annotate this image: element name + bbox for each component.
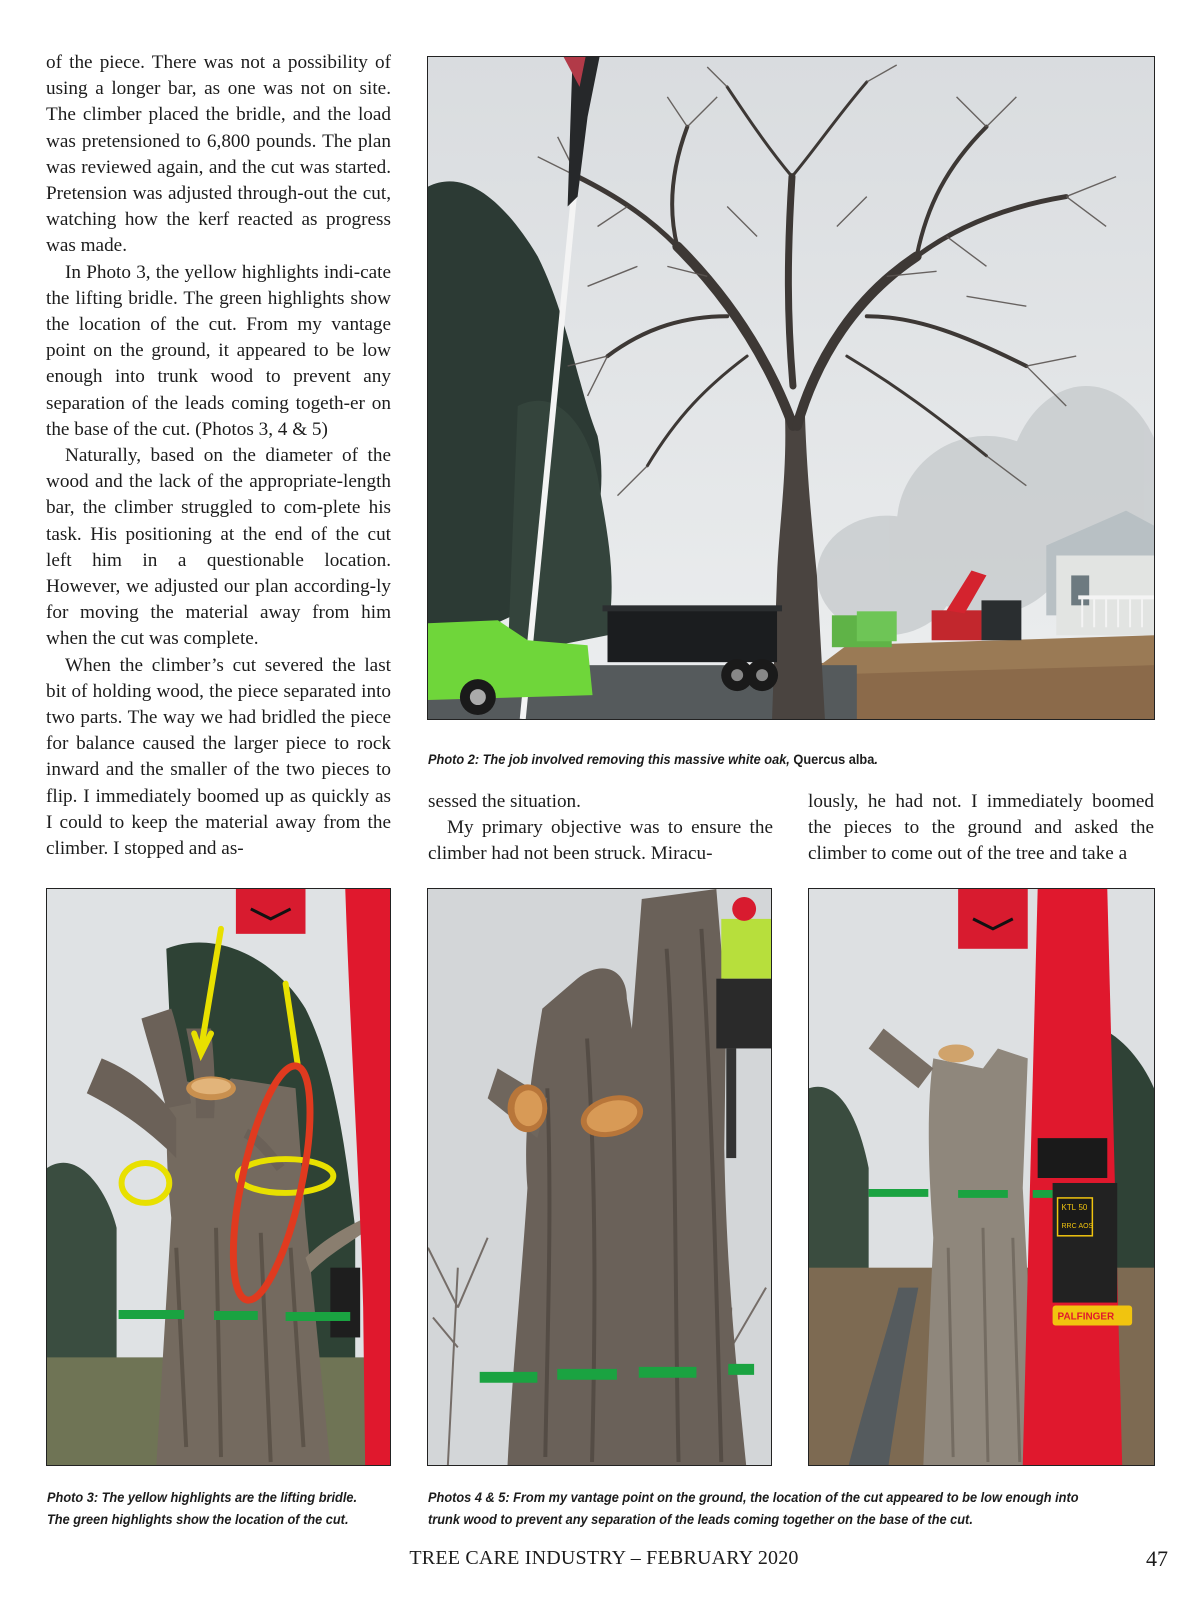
scientific-name: Quercus alba: [793, 752, 875, 768]
crane-boom-photo-illustration: [809, 889, 1154, 1465]
photo-2-caption: [428, 749, 1076, 771]
crane-brand-logo: PALFINGER: [1057, 1311, 1115, 1323]
photo-3-caption: [47, 1487, 389, 1531]
caption-line: Photos 4 & 5: From my vantage point on the ground, the location of the cut appeared to be low enough into: [428, 1490, 1079, 1506]
paragraph: In Photo 3, the yellow highlights indi-cate the lifting bridle. The green highlights show the location of the cut. From my vantage point on the ground, it appeared to be low enough into trunk wood to prevent any separation of the leads coming togeth-er on the base of the cut. (Photos 3, 4 & 5): [46, 261, 391, 440]
caption-line: The green highlights show the location of the cut.: [47, 1512, 349, 1528]
caption-end: .: [874, 752, 878, 768]
caption-line: trunk wood to prevent any separation of the leads coming together on the base of the cut.: [428, 1512, 973, 1528]
photo-lifting-bridle: [46, 888, 391, 1466]
caption-text: Photo 2: The job involved removing this massive white oak,: [428, 752, 794, 768]
plate-aos: AOS: [1078, 1222, 1094, 1230]
plate-50: 50: [1078, 1202, 1088, 1212]
article-column-left: [46, 50, 391, 862]
article-column-right: [808, 789, 1154, 868]
paragraph: lously, he had not. I immediately boomed the pieces to the ground and asked the climber to come out of the tree and take a: [808, 791, 1154, 865]
bridle-photo-illustration: [47, 889, 390, 1465]
paragraph: When the climber’s cut severed the last bit of holding wood, the piece separated into two parts. The way we had bridled the piece for balance caused the larger piece to rock inward and the smaller of the two pieces to flip. I immediately boomed up as quickly as I could to keep the material away from the climber. I stopped and as-: [46, 654, 391, 860]
cut-leads-photo-illustration: [428, 889, 771, 1465]
photos-4-5-caption: [428, 1487, 1148, 1531]
publication-footer: TREE CARE INDUSTRY – FEBRUARY 2020: [409, 1547, 799, 1569]
article-column-middle: [428, 789, 773, 868]
photo-cut-leads: [427, 888, 772, 1466]
plate-ktl: KTL: [1061, 1202, 1077, 1212]
paragraph: My primary objective was to ensure the climber had not been struck. Miracu-: [428, 817, 773, 865]
caption-line: Photo 3: The yellow highlights are the lifting bridle.: [47, 1490, 358, 1506]
page-number: 47: [1146, 1546, 1168, 1571]
white-oak-photo-illustration: [428, 57, 1154, 719]
photo-white-oak: [427, 56, 1155, 720]
paragraph: Naturally, based on the diameter of the wood and the lack of the appropriate-length bar, the climber struggled to com-plete his task. His positioning at the end of the cut left him in a questionable location. However, we adjusted our plan according-ly for moving the material away from him when the cut was complete.: [46, 445, 391, 650]
paragraph: sessed the situation.: [428, 791, 581, 812]
paragraph: of the piece. There was not a possibility of using a longer bar, as one was not on site. The climber placed the bridle, and the load was pretensioned to 6,800 pounds. The plan was reviewed again, and the cut was started. Pretension was adjusted through-out the cut, watching how the kerf reacted as progress was made.: [46, 52, 391, 257]
photo-crane-boom: [808, 888, 1155, 1466]
plate-rrc: RRC: [1061, 1222, 1077, 1230]
